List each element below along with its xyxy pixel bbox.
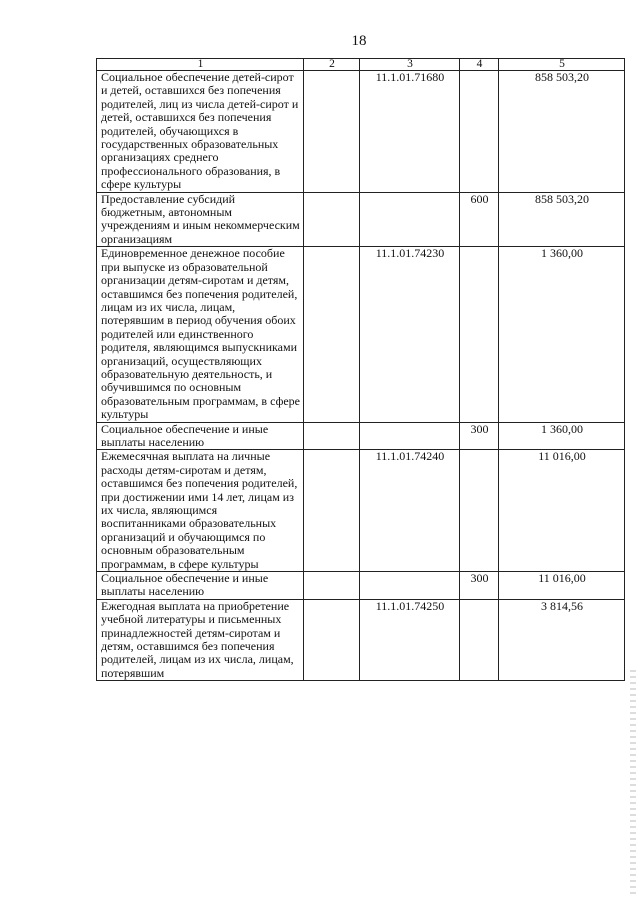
row-code: 11.1.01.71680: [360, 71, 460, 193]
row-type: 300: [460, 422, 499, 450]
row-amount: 858 503,20: [499, 71, 625, 193]
table-row: [97, 572, 625, 600]
row-amount: 1 360,00: [499, 422, 625, 450]
row-col2: [304, 71, 360, 193]
table-row: [97, 247, 625, 422]
row-amount: 11 016,00: [499, 572, 625, 600]
row-type: [460, 450, 499, 572]
header-col-2: 2: [304, 59, 360, 71]
row-amount: 3 814,56: [499, 599, 625, 680]
header-col-1: 1: [97, 59, 304, 71]
row-name: Ежегодная выплата на приобретение учебной литературы и письменных принадлежностей детям-сиротам и детям, оставшимся без попечения родителей, лицам из их числа, лицам, потерявшим: [97, 599, 304, 680]
scan-edge-mark: [630, 670, 636, 895]
table-header: [97, 59, 625, 71]
row-type: [460, 71, 499, 193]
row-name: Ежемесячная выплата на личные расходы детям-сиротам и детям, оставшимся без попечения родителей, при достижении ими 14 лет, лицам из их числа, являющимся воспитанниками образовательных организаций и обучающимся по основным образовательным программам, в сфере культуры: [97, 450, 304, 572]
budget-table: [96, 58, 625, 681]
row-name: Социальное обеспечение и иные выплаты населению: [97, 422, 304, 450]
row-amount: 858 503,20: [499, 192, 625, 247]
row-col2: [304, 599, 360, 680]
row-code: [360, 422, 460, 450]
table-row: [97, 599, 625, 680]
row-col2: [304, 422, 360, 450]
row-col2: [304, 192, 360, 247]
header-col-3: 3: [360, 59, 460, 71]
row-type: 300: [460, 572, 499, 600]
row-code: 11.1.01.74240: [360, 450, 460, 572]
row-type: 600: [460, 192, 499, 247]
table-row: [97, 422, 625, 450]
row-name: Единовременное денежное пособие при выпуске из образовательной организации детям-сиротам и детям, оставшимся без попечения родителей, лицам из их числа, лицам, потерявшим в период обучения обоих родителей или единственного родителя, являющимся выпускниками организаций, осуществляющих образовательную деятельность, и обучившимся по основным образовательным программам, в сфере культуры: [97, 247, 304, 422]
row-col2: [304, 572, 360, 600]
table-row: [97, 450, 625, 572]
row-code: 11.1.01.74230: [360, 247, 460, 422]
header-col-4: 4: [460, 59, 499, 71]
row-amount: 1 360,00: [499, 247, 625, 422]
row-name: Социальное обеспечение детей-сирот и детей, оставшихся без попечения родителей, лиц из числа детей-сирот и детей, оставшихся без попечения родителей, обучающихся в государственных образовательных организациях среднего профессионального образования, в сфере культуры: [97, 71, 304, 193]
row-name: Социальное обеспечение и иные выплаты населению: [97, 572, 304, 600]
row-col2: [304, 450, 360, 572]
header-col-5: 5: [499, 59, 625, 71]
table-row: [97, 192, 625, 247]
row-type: [460, 247, 499, 422]
row-code: 11.1.01.74250: [360, 599, 460, 680]
row-type: [460, 599, 499, 680]
row-name: Предоставление субсидий бюджетным, автономным учреждениям и иным некоммерческим организациям: [97, 192, 304, 247]
row-code: [360, 192, 460, 247]
row-code: [360, 572, 460, 600]
row-amount: 11 016,00: [499, 450, 625, 572]
page-number: 18: [351, 33, 367, 49]
row-col2: [304, 247, 360, 422]
table-row: [97, 71, 625, 193]
